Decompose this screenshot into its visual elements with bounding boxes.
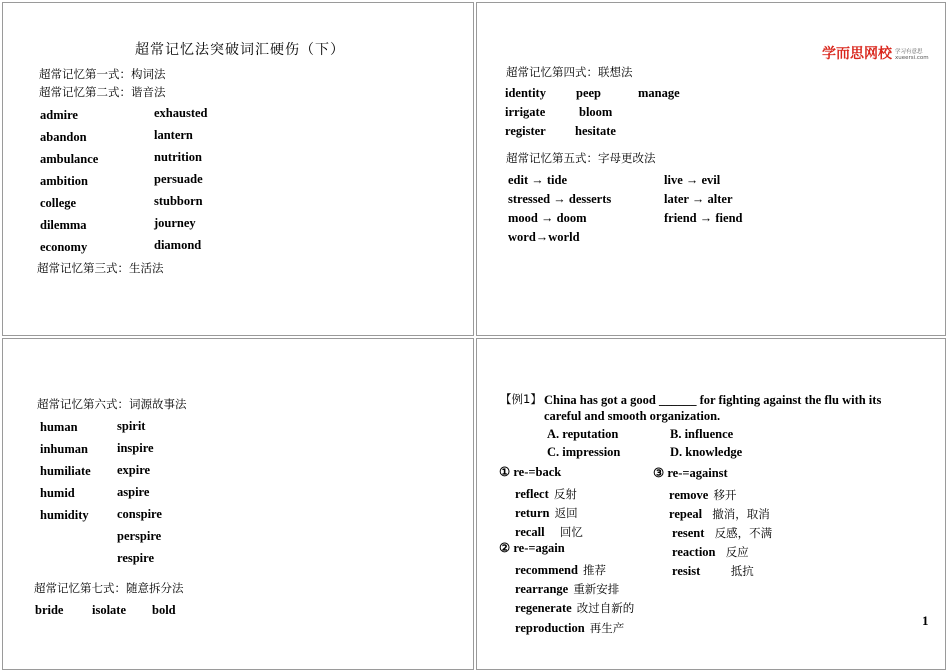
- slide-3: [2, 338, 474, 670]
- word: respire: [117, 551, 155, 565]
- word: journey: [154, 216, 196, 230]
- prefix-heading: ② re-=again: [499, 541, 565, 555]
- word: inspire: [117, 441, 154, 455]
- vocab-item: reproduction 再生产: [515, 621, 625, 635]
- method-1-heading: 超常记忆第一式：构词法: [39, 67, 166, 81]
- question-line-1: China has got a good ______ for fighting against the flu with its: [544, 393, 882, 407]
- word: inhuman: [40, 442, 88, 456]
- word: humid: [40, 486, 75, 500]
- word: isolate: [92, 603, 127, 617]
- word: college: [40, 196, 77, 210]
- word: abandon: [40, 130, 87, 144]
- word-pair: friend → fiend: [664, 211, 743, 225]
- vocab-item: reflect 反射: [515, 487, 577, 501]
- word-pair: word→world: [508, 230, 580, 244]
- word: persuade: [154, 172, 203, 186]
- slide-4: [476, 338, 946, 670]
- word: lantern: [154, 128, 193, 142]
- word: exhausted: [154, 106, 208, 120]
- word: bold: [152, 603, 176, 617]
- word: dilemma: [40, 218, 87, 232]
- word: humidity: [40, 508, 89, 522]
- word: diamond: [154, 238, 202, 252]
- method-3-heading: 超常记忆第三式：生活法: [37, 261, 164, 275]
- vocab-item: regenerate 改过自新的: [515, 601, 635, 615]
- brand-logo-subtext: 学习有意思 xueersi.com: [895, 49, 929, 62]
- example-label: 【例1】: [500, 392, 542, 406]
- word: expire: [117, 463, 151, 477]
- word: irrigate: [505, 105, 546, 119]
- word-pair: stressed → desserts: [508, 192, 612, 206]
- method-2-heading: 超常记忆第二式：谐音法: [39, 85, 166, 99]
- slide-1: [2, 2, 474, 336]
- word: perspire: [117, 529, 162, 543]
- vocab-item: recall 回忆: [515, 525, 583, 539]
- word: economy: [40, 240, 88, 254]
- method-4-heading: 超常记忆第四式：联想法: [506, 65, 633, 79]
- method-6-heading: 超常记忆第六式：词源故事法: [37, 397, 187, 411]
- word: manage: [638, 86, 680, 100]
- word: bride: [35, 603, 64, 617]
- word-pair: mood → doom: [508, 211, 587, 225]
- word-pair: later → alter: [664, 192, 733, 206]
- word: admire: [40, 108, 78, 122]
- method-5-heading: 超常记忆第五式：字母更改法: [506, 151, 656, 165]
- word: ambition: [40, 174, 88, 188]
- word: bloom: [579, 105, 613, 119]
- method-7-heading: 超常记忆第七式：随意拆分法: [34, 581, 184, 595]
- vocab-item: resent 反感，不满: [672, 526, 773, 540]
- option-b: B. influence: [670, 427, 734, 441]
- word: stubborn: [154, 194, 203, 208]
- question-line-2: careful and smooth organization.: [544, 409, 721, 423]
- vocab-item: repeal 撤消，取消: [669, 507, 770, 521]
- word: aspire: [117, 485, 150, 499]
- word: identity: [505, 86, 546, 100]
- word-pair: live → evil: [664, 173, 721, 187]
- word: hesitate: [575, 124, 616, 138]
- prefix-heading: ① re-=back: [499, 465, 562, 479]
- word: ambulance: [40, 152, 99, 166]
- vocab-item: recommend 推荐: [515, 563, 607, 577]
- option-d: D. knowledge: [670, 445, 743, 459]
- slide-title: 超常记忆法突破词汇硬伤（下）: [135, 42, 345, 58]
- word: spirit: [117, 419, 146, 433]
- vocab-item: remove 移开: [669, 488, 737, 502]
- word: register: [505, 124, 546, 138]
- option-a: A. reputation: [547, 427, 619, 441]
- word: humiliate: [40, 464, 91, 478]
- word: human: [40, 420, 78, 434]
- vocab-item: reaction 反应: [672, 545, 749, 559]
- option-c: C. impression: [547, 445, 621, 459]
- vocab-item: resist 抵抗: [672, 564, 754, 578]
- word-pair: edit → tide: [508, 173, 568, 187]
- slide-2: [476, 2, 946, 336]
- page-number: 1: [922, 613, 929, 628]
- prefix-heading: ③ re-=against: [653, 466, 728, 480]
- word: conspire: [117, 507, 162, 521]
- word: nutrition: [154, 150, 202, 164]
- vocab-item: return 返回: [515, 506, 578, 520]
- vocab-item: rearrange 重新安排: [515, 582, 620, 596]
- word: peep: [576, 86, 601, 100]
- brand-logo: 学而思网校: [822, 46, 892, 62]
